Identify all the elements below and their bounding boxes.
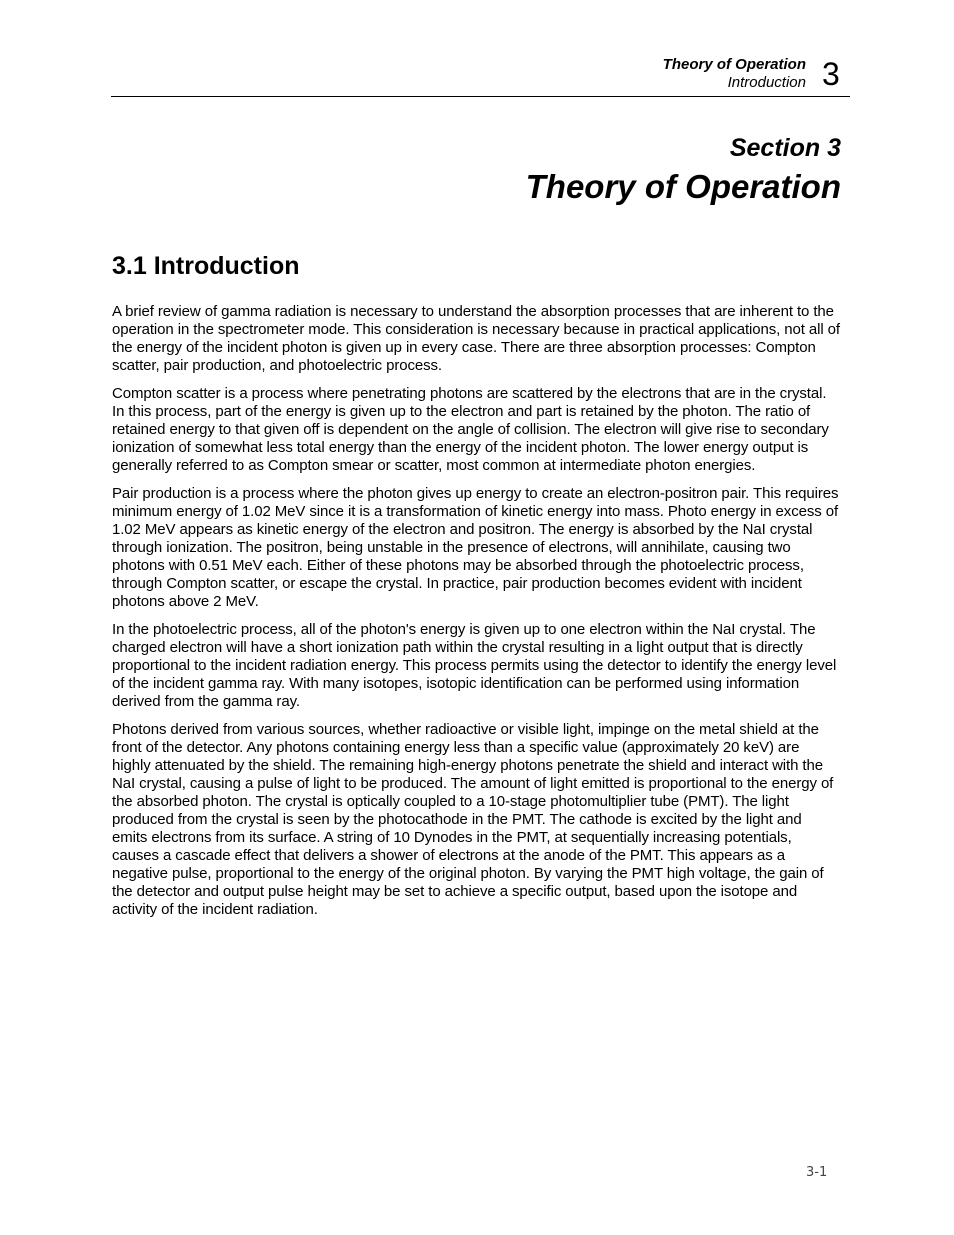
paragraph-pair-production: Pair production is a process where the photon gives up energy to create an electron-positron pair. This requires minimum energy of 1.02 MeV since it is a transformation of kinetic energy into mass. Photo energy in excess of 1.02 MeV appears as kinetic energy of the electron and positron. The energy is absorbed by the NaI crystal through ionization. The positron, being unstable in the presence of electrons, will annihilate, causing two photons with 0.51 MeV each. Either of these photons may be absorbed through the photoelectric process, through Compton scatter, or escape the crystal. In practice, pair production becomes evident with incident photons above 2 MeV. — [112, 485, 839, 610]
running-header-title: Theory of Operation — [662, 56, 806, 73]
body-text — [112, 303, 840, 929]
subsection-heading: 3.1 Introduction — [112, 252, 300, 280]
chapter-number: 3 — [822, 56, 840, 92]
paragraph-detector-operation: Photons derived from various sources, whether radioactive or visible light, impinge on the metal shield at the front of the detector. Any photons containing energy less than a specific value (approximately 20 keV) are highly attenuated by the shield. The remaining high-energy photons penetrate the shield and interact with the NaI crystal, causing a pulse of light to be produced. The amount of light emitted is proportional to the energy of the absorbed photon. The crystal is optically coupled to a 10-stage photomultiplier tube (PMT). The light produced from the crystal is seen by the photocathode in the PMT. The cathode is excited by the light and emits electrons from its surface. A string of 10 Dynodes in the PMT, at sequentially increasing potentials, causes a cascade effect that delivers a shower of electrons at the anode of the PMT. This appears as a negative pulse, proportional to the energy of the original photon. By varying the PMT high voltage, the gain of the detector and output pulse height may be set to achieve a specific output, based upon the isotope and activity of the incident radiation. — [112, 721, 834, 918]
page-number: 3-1 — [806, 1165, 828, 1180]
section-title: Theory of Operation — [525, 168, 841, 205]
section-label: Section 3 — [729, 134, 841, 162]
running-header — [663, 56, 806, 92]
running-header-subtitle: Introduction — [727, 74, 806, 91]
paragraph-compton-scatter: Compton scatter is a process where penetrating photons are scattered by the electrons that are in the crystal. In this process, part of the energy is given up to the electron and part is retained by the photon. The ratio of retained energy to that given off is dependent on the angle of collision. The electron will give rise to secondary ionization of somewhat less total energy than the energy of the incident photon. The lower energy output is generally referred to as Compton smear or scatter, most common at intermediate photon energies. — [112, 385, 829, 474]
paragraph-absorption-overview: A brief review of gamma radiation is necessary to understand the absorption processes that are inherent to the operation in the spectrometer mode. This consideration is necessary because in practical applications, not all of the energy of the incident photon is given up in every case. There are three absorption processes: Compton scatter, pair production, and photoelectric process. — [112, 303, 840, 374]
header-divider — [111, 96, 850, 97]
paragraph-photoelectric-process: In the photoelectric process, all of the photon's energy is given up to one electron within the NaI crystal. The charged electron will have a short ionization path within the crystal resulting in a light output that is directly proportional to the incident radiation energy. This process permits using the detector to identify the energy level of the incident gamma ray. With many isotopes, isotopic identification can be performed using information derived from the gamma ray. — [112, 621, 837, 710]
